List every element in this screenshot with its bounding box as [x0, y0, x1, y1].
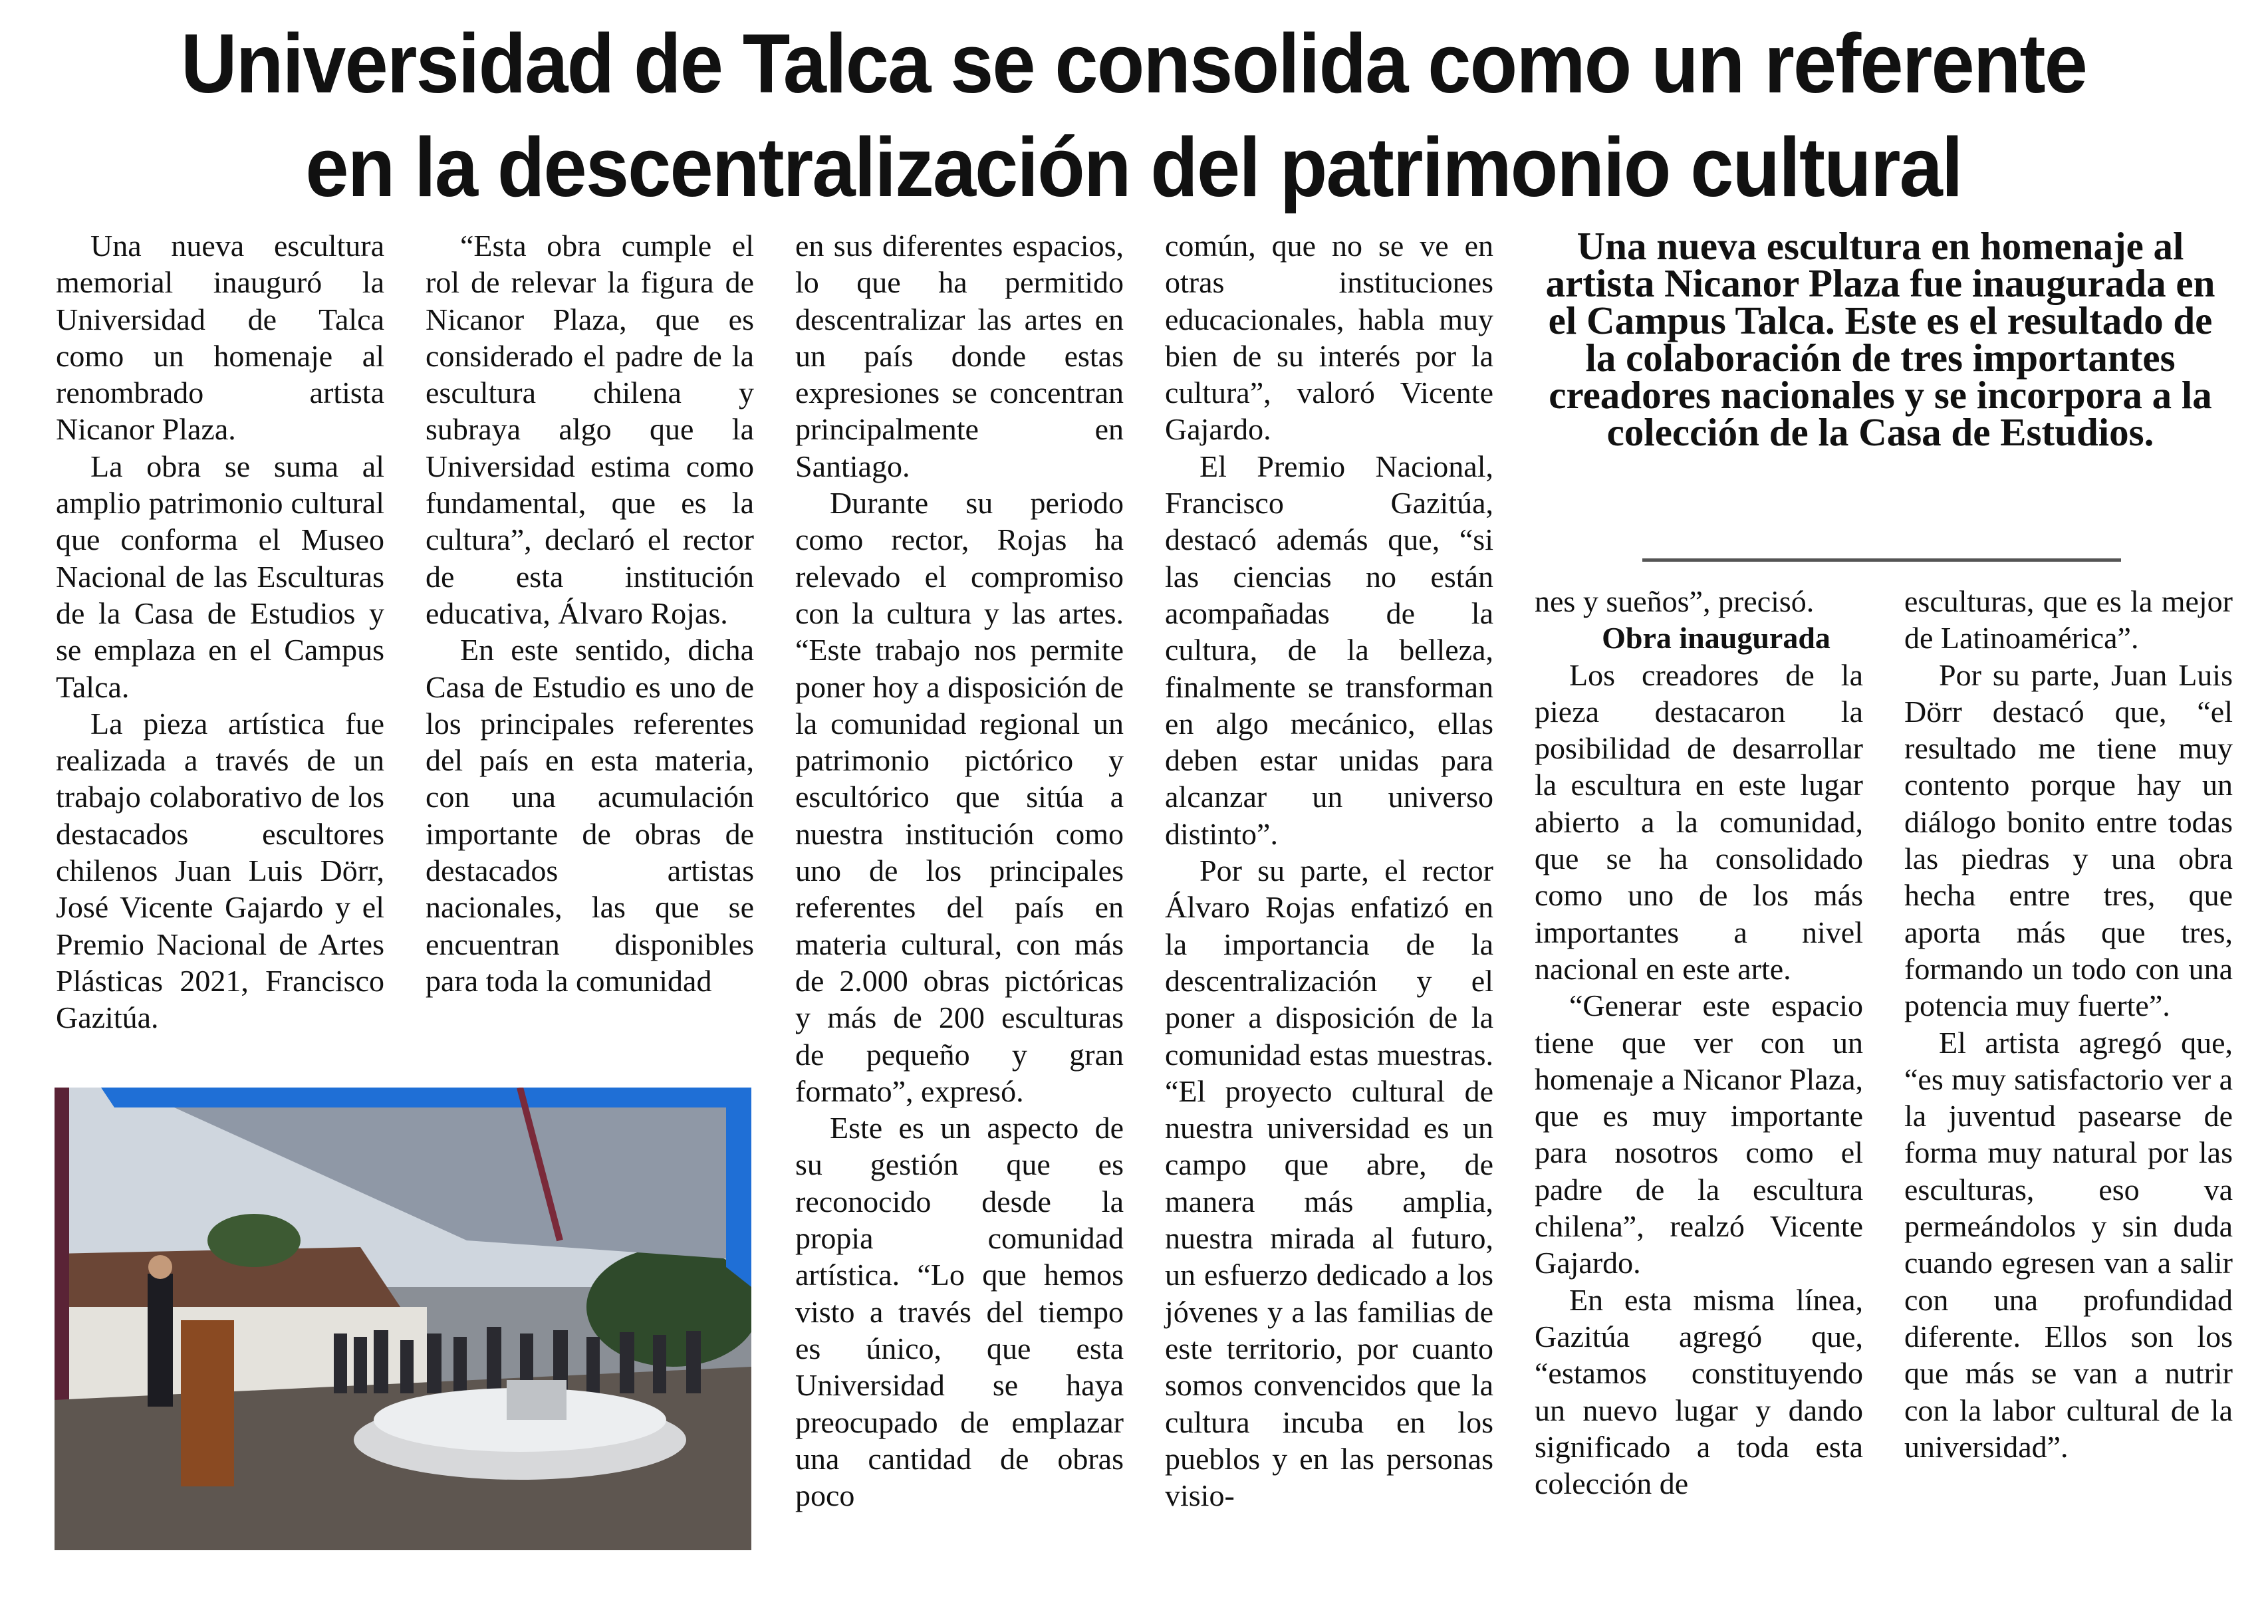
article-column-3 — [795, 227, 1124, 1514]
deck-divider — [1642, 558, 2121, 562]
paragraph: común, que no se ve en otras instituciones educacionales, habla muy bien de su interés por la cultura”, valoró Vicente Gajardo. — [1165, 229, 1493, 447]
headline-line-2: en la descentralización del patrimonio cultural — [305, 120, 1962, 214]
paragraph: En esta misma línea, Gazitúa agregó que, “estamos constituyendo un nuevo lugar y dando significado a toda esta colección de — [1535, 1282, 1863, 1501]
paragraph: La obra se suma al amplio patrimonio cultural que conforma el Museo Nacional de las Esculturas de la Casa de Estudios y se emplaza en el Campus Talca. — [56, 449, 384, 704]
headline-line-1: Universidad de Talca se consolida como un referente — [181, 17, 2086, 110]
paragraph: “Generar este espacio tiene que ver con un homenaje a Nicanor Plaza, que es muy importante para nosotros como el padre de la escultura chilena”, realzó Vicente Gajardo. — [1535, 988, 1863, 1280]
paragraph: Por su parte, Juan Luis Dörr destacó que, “el resultado me tiene muy contento porque hay un diálogo bonito entre todas las piedras y una obra hecha entre tres, que aporta más que tres, formando un todo con una potencia muy fuerte”. — [1904, 657, 2233, 1023]
paragraph: Por su parte, el rector Álvaro Rojas enfatizó en la importancia de la descentralización y el poner a disposición de la comunidad estas muestras. “El proyecto cultural de nuestra universidad es un campo que abre, de manera más amplia, nuestra mirada al futuro, un esfuerzo dedicado a los jóvenes y a las familias de este territorio, por cuanto somos convencidos que la cultura incuba en los pueblos y en las personas visio- — [1165, 854, 1493, 1513]
article-column-6 — [1904, 583, 2233, 1465]
article-column-5 — [1535, 583, 1863, 1502]
deck-summary: Una nueva escultura en homenaje al artista Nicanor Plaza fue inaugurada en el Campus Talca. Este es el resultado de la colaboración de tres importantes creadores nacionales y se incorpora a la colección de la Casa de Estudios. — [1545, 224, 2215, 454]
paragraph: en sus diferentes espacios, lo que ha permitido descentralizar las artes en un país donde estas expresiones se concentran principalmente en Santiago. — [795, 229, 1124, 483]
paragraph: El Premio Nacional, Francisco Gazitúa, destacó además que, “si las ciencias no están acompañadas de la cultura, de la belleza, finalmente se transforman en algo mecánico, ellas deben estar unidas para alcanzar un universo distinto”. — [1165, 449, 1493, 851]
paragraph: Durante su periodo como rector, Rojas ha relevado el compromiso con la cultura y las artes. “Este trabajo nos permite poner hoy a disposición de la comunidad regional un patrimonio pictórico y escultórico que sitúa a nuestra institución como uno de los principales referentes del país en materia cultural, con más de 2.000 obras pictóricas y más de 200 esculturas de pequeño y gran formato”, expresó. — [795, 486, 1124, 1108]
paragraph: Una nueva escultura memorial inauguró la Universidad de Talca como un homenaje al renombrado artista Nicanor Plaza. — [56, 229, 384, 447]
article-column-1 — [56, 227, 384, 1085]
paragraph: Los creadores de la pieza destacaron la posibilidad de desarrollar la escultura en este lugar abierto a la comunidad, que se ha consolidado como uno de los más importantes a nivel nacional en este arte. — [1535, 657, 1863, 986]
inauguration-photo — [55, 1088, 751, 1550]
paragraph: Este es un aspecto de su gestión que es reconocido desde la propia comunidad artística. “Lo que hemos visto a través del tiempo es único, que esta Universidad se haya preocupado de emplazar una cantidad de obras poco — [795, 1111, 1124, 1513]
paragraph: nes y sueños”, precisó. — [1535, 584, 1815, 618]
article-column-2 — [426, 227, 754, 1085]
article-column-4 — [1165, 227, 1493, 1514]
paragraph: esculturas, que es la mejor de Latinoamérica”. — [1904, 584, 2233, 655]
headline — [116, 12, 2151, 219]
subheading: Obra inaugurada — [1602, 621, 1830, 655]
paragraph: El artista agregó que, “es muy satisfactorio ver a la juventud pasearse de forma muy natural por las esculturas, eso va permeándolos y sin duda cuando egresen van a salir con una profundidad diferente. Ellos son los que más se van a nutrir con la labor cultural de la universidad”. — [1904, 1025, 2233, 1464]
paragraph: En este sentido, dicha Casa de Estudio es uno de los principales referentes del país en esta materia, con una acumulación importante de obras de destacados artistas nacionales, las que se encuentran disponibles para toda la comunidad — [426, 633, 754, 998]
paragraph: La pieza artística fue realizada a través de un trabajo colaborativo de los destacados escultores chilenos Juan Luis Dörr, José Vicente Gajardo y el Premio Nacional de Artes Plásticas 2021, Francisco Gazitúa. — [56, 706, 384, 1035]
paragraph: “Esta obra cumple el rol de relevar la figura de Nicanor Plaza, que es considerado el padre de la escultura chilena y subraya algo que la Universidad estima como fundamental, que es la cultura”, declaró el rector de esta institución educativa, Álvaro Rojas. — [426, 229, 754, 630]
